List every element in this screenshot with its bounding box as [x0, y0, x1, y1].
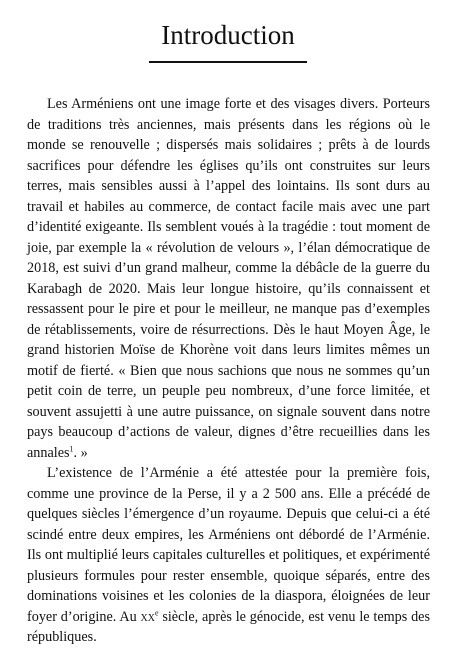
chapter-title: Introduction [161, 20, 295, 50]
paragraph-1-tail: . » [73, 444, 88, 461]
chapter-body [27, 94, 430, 648]
paragraph-2 [27, 463, 430, 648]
paragraph-1 [27, 94, 430, 463]
paragraph-2-tail: siècle, après le génocide, est venu le temps des républiques. [27, 608, 431, 645]
century-numeral: xx [140, 608, 155, 625]
paragraph-1-text: Les Arméniens ont une image forte et des visages divers. Porteurs de traditions très anciennes, mais présents dans les régions où le monde se renouvelle ; dispersés mais solidaires ; prêts à de lourds sacrifices pour défendre les églises qu’ils ont construites sur leurs terres, mais sensibles aussi à l’appel des lointains. Ils sont durs au travail et habiles au commerce, de contact facile mais avec une part d’identité exigeante. Ils semblent voués à la tragédie : tout moment de joie, par exemple la « révolution de velours », l’élan démocratique de 2018, est suivi d’un grand malheur, comme la débâcle de la guerre du Karabagh de 2020. Mais leur longue histoire, qu’ils connaissent et ressassent pour le pire et pour le meilleur, ne manque pas d’exemples de rétablissements, voire de résurrections. Dès le haut Moyen Âge, le grand historien Moïse de Khorène voit dans leurs limites mêmes un motif de fierté. « Bien que nous sachions que nous ne sommes qu’un petit coin de terre, un peuple peu nombreux, d’une force limitée, et souvent assujetti à une autre puissance, on signale souvent dans notre pays beaucoup d’actions de valeur, dignes d’être recueillies dans les annales [27, 96, 430, 461]
paragraph-2-text: L’existence de l’Arménie a été attestée pour la première fois, comme une province de la Perse, il y a 2 500 ans. Elle a précédé de quelques siècles l’émergence d’un royaume. Depuis que celui-ci a été scindé entre deux empires, les Arméniens ont débordé de l’Arménie. Ils ont multiplié leurs capitales culturelles et politiques, et expérimenté plusieurs formules pour rester ensemble, quoique séparés, entre des dominations voisines et les colonies de la diaspora, éloignées de leur foyer d’origine. Au [27, 465, 430, 625]
footnote-reference[interactable]: 1 [69, 443, 74, 453]
title-underline-rule [149, 61, 307, 63]
century-ordinal-suffix: e [154, 607, 159, 617]
